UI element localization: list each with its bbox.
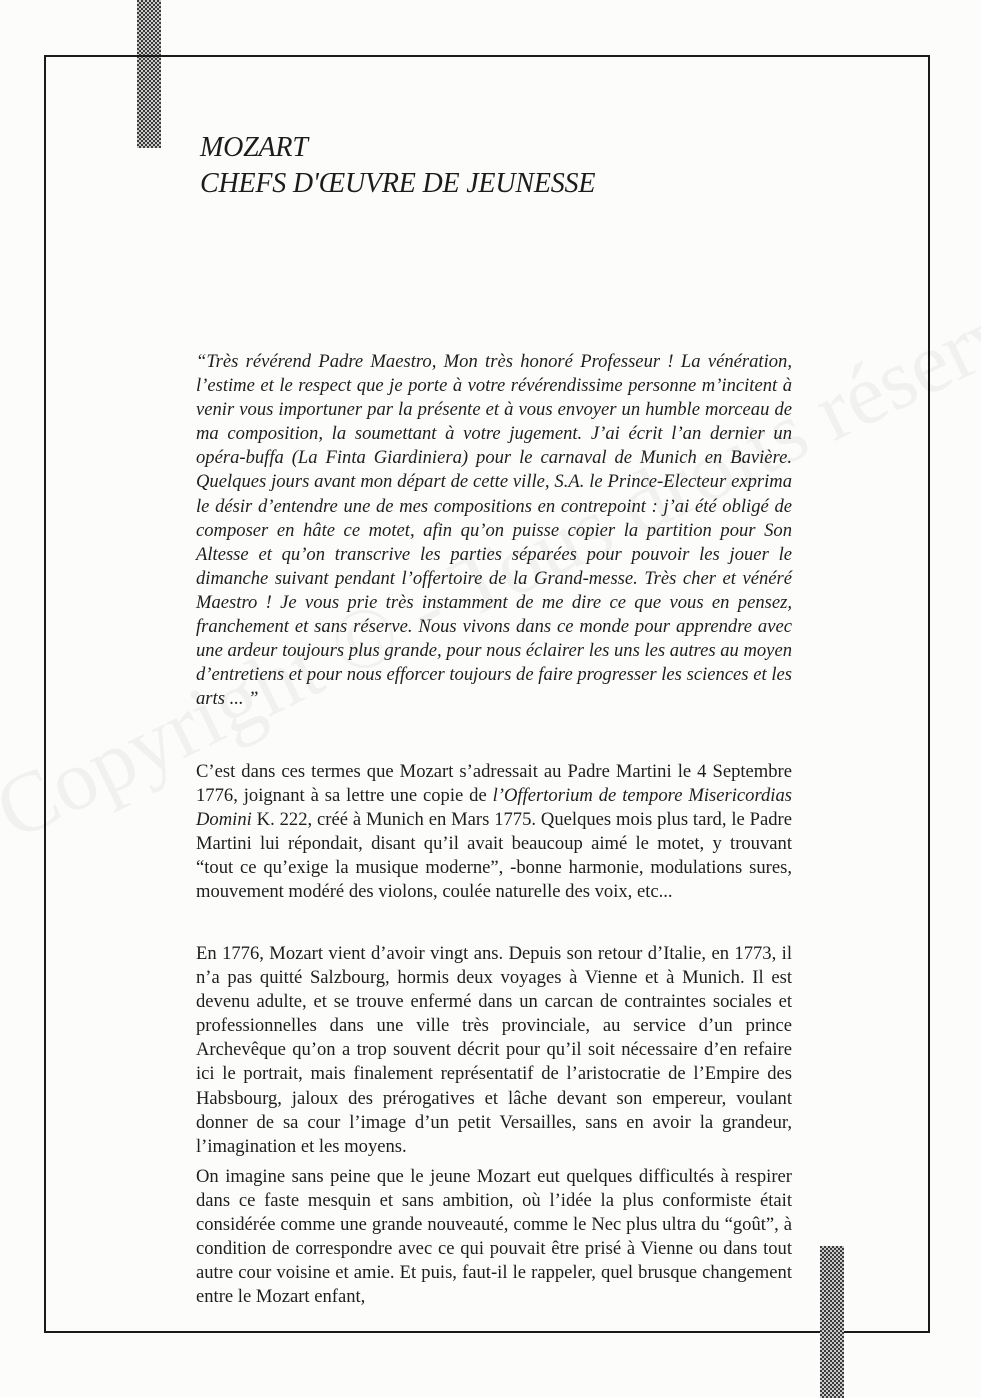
title-line-2: CHEFS D'ŒUVRE DE JEUNESSE bbox=[200, 168, 596, 199]
checker-bar-bottom bbox=[820, 1246, 844, 1398]
paragraph-2: En 1776, Mozart vient d’avoir vingt ans. Depuis son retour d’Italie, en 1773, il n’a pas quitté Salzbourg, hormis deux voyages à Vienne et à Munich. Il est devenu adulte, et se trouve enfermé dans un carcan de contraintes sociales et professionnelles dans une ville très provinciale, au service d’un prince Archevêque qu’on a trop souvent décrit pour qu’il soit nécessaire d’en refaire ici le portrait, mais finalement représentatif de l’aristocratie de l’Empire des Habsbourg, jaloux des prérogatives et lâche devant son empereur, voulant donner de sa cour l’image d’un petit Versailles, sans en avoir la grandeur, l’imagination et les moyens. bbox=[196, 943, 792, 1157]
paragraph-1-end: K. 222, créé à Munich en Mars 1775. Quelques mois plus tard, le Padre Martini lui répondait, disant qu’il avait beaucoup aimé le motet, y trouvant “tout ce qu’exige la musique moderne”, -bonne harmonie, modulations sures, mouvement modéré des violons, coulée naturelle des voix, etc... bbox=[196, 809, 792, 903]
title-line-1: MOZART bbox=[200, 132, 308, 163]
letter-quote: “Très révérend Padre Maestro, Mon très honoré Professeur ! La vénération, l’estime et le respect que je porte à votre révérendissime personne m’incitent à venir vous importuner par la présente et à vous envoyer un humble morceau de ma composition, la soumettant à votre jugement. J’ai écrit l’an dernier un opéra-buffa (La Finta Giardiniera) pour le carnaval de Munich en Bavière. Quelques jours avant mon départ de cette ville, S.A. le Prince-Electeur exprima le désir d’entendre une de mes compositions en contrepoint : j’ai été obligé de composer en hâte ce motet, afin qu’on puisse copier la partition pour Son Altesse et qu’on transcrive les parties séparées pour pouvoir les jouer le dimanche suivant pendant l’offertoire de la Grand-messe. Très cher et vénéré Maestro ! Je vous prie très instamment de me dire ce que vous en pensez, franchement et sans réserve. Nous vivons dans ce monde pour apprendre avec une ardeur toujours plus grande, pour nous éclairer les uns les autres au moyen d’entretiens et pour nous efforcer toujours de faire progresser les sciences et les arts ... ” bbox=[196, 351, 792, 710]
paragraph-1 bbox=[196, 760, 792, 905]
paragraph-1-start: C’est dans ces termes que Mozart s’adressait au Padre Martini le 4 Septembre 1776, joignant à sa lettre une copie de bbox=[196, 761, 792, 807]
paragraph-3: On imagine sans peine que le jeune Mozart eut quelques difficultés à respirer dans ce faste mesquin et sans ambition, où l’idée la plus conformiste était considérée comme une grande nouveauté, comme le Nec plus ultra du “goût”, à condition de correspondre avec ce qui pouvait être prisé à Vienne ou dans tout autre cour voisine et amie. Et puis, faut-il le rappeler, quel brusque changement entre le Mozart enfant, bbox=[196, 1166, 792, 1308]
work-title: l’Offertorium de tempore Misericordias Domini bbox=[196, 785, 792, 831]
page-title bbox=[200, 130, 595, 202]
